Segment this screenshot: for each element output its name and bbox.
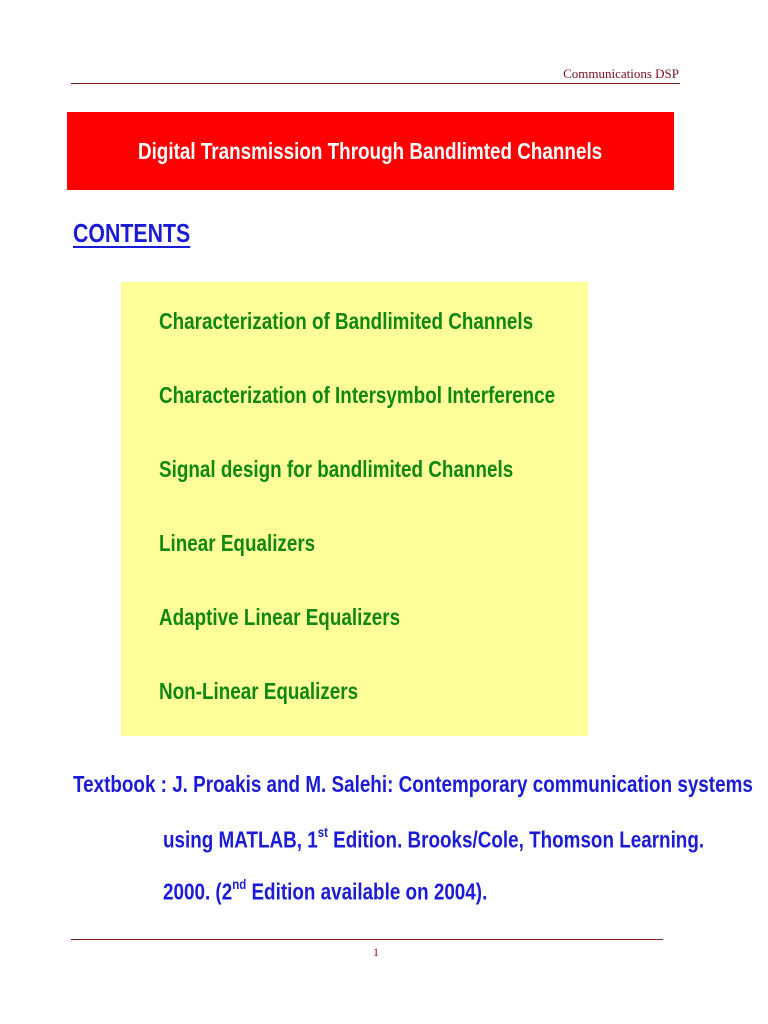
textbook-line-2-rest: Edition. Brooks/Cole, Thomson Learning. — [327, 826, 705, 853]
contents-heading: CONTENTS — [73, 218, 191, 248]
header-divider — [71, 83, 680, 84]
ordinal-suffix: st — [317, 824, 328, 840]
footer-divider — [71, 939, 663, 940]
topic-item: Non-Linear Equalizers — [159, 678, 359, 704]
topic-item: Characterization of Intersymbol Interference — [159, 382, 556, 408]
ordinal-suffix: nd — [232, 876, 247, 892]
textbook-line-3-text: 2000. (2 — [163, 878, 233, 905]
textbook-reference-line-2 — [163, 826, 704, 854]
running-header: Communications DSP — [563, 66, 679, 81]
textbook-line-2-text: using MATLAB, 1 — [163, 826, 318, 853]
page-number: 1 — [373, 945, 379, 959]
textbook-line-3-rest: Edition available on 2004). — [246, 878, 488, 905]
textbook-reference-line-3 — [163, 878, 487, 906]
topic-item: Characterization of Bandlimited Channels — [159, 308, 534, 334]
textbook-reference-line-1: Textbook : J. Proakis and M. Salehi: Contemporary communication systems — [73, 771, 753, 797]
topic-item: Signal design for bandlimited Channels — [159, 456, 514, 482]
topic-item: Adaptive Linear Equalizers — [159, 604, 401, 630]
topic-item: Linear Equalizers — [159, 530, 316, 556]
topics-box — [121, 282, 588, 736]
title-banner — [67, 112, 674, 190]
page-title: Digital Transmission Through Bandlimted Channels — [138, 137, 603, 164]
